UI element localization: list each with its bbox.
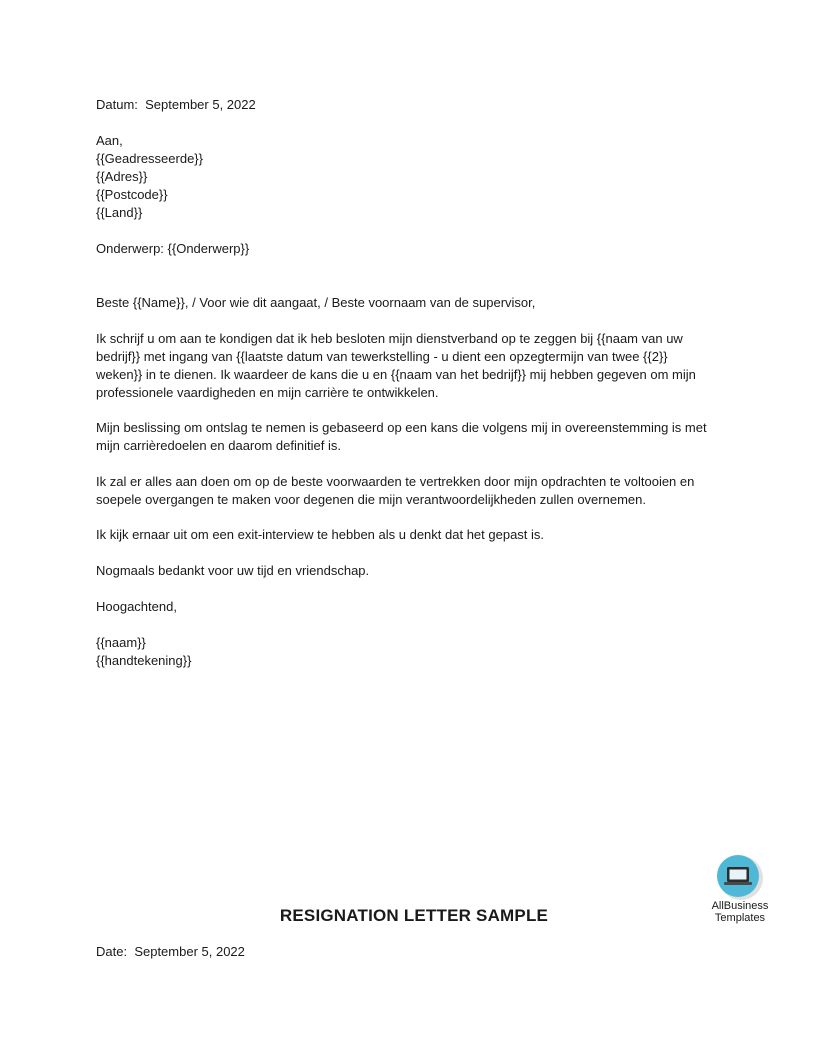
paragraph-line: soepele overgangen te maken voor degenen die mijn verantwoordelijkheden zullen overnemen. xyxy=(96,492,646,507)
paragraph-4: Ik kijk ernaar uit om een exit-interview te hebben als u denkt dat het gepast is. xyxy=(96,527,545,542)
paragraph-line: mijn carrièredoelen en daarom definitief is. xyxy=(96,438,341,453)
footer-date-line xyxy=(96,943,245,961)
logo-line-1: AllBusiness xyxy=(711,900,769,912)
footer-date-label: Date: xyxy=(96,944,128,959)
logo-line-2: Templates xyxy=(714,912,766,924)
footer-date-value: September 5, 2022 xyxy=(134,944,245,959)
document-title: RESIGNATION LETTER SAMPLE xyxy=(279,906,549,925)
address-line: {{Land}} xyxy=(96,205,143,220)
laptop-icon xyxy=(724,867,752,885)
address-line: {{Geadresseerde}} xyxy=(96,151,203,166)
name-placeholder: {{naam}} xyxy=(96,635,146,650)
paragraph-line: Mijn beslissing om ontslag te nemen is gebaseerd op een kans die volgens mij in overeenstemming is met xyxy=(96,420,707,435)
closing: Hoogachtend, xyxy=(96,599,177,614)
date-value: September 5, 2022 xyxy=(145,97,256,112)
paragraph-line: Ik zal er alles aan doen om op de beste voorwaarden te vertrekken door mijn opdrachten te voltooien en xyxy=(96,474,695,489)
subject-line: Onderwerp: {{Onderwerp}} xyxy=(96,241,250,256)
address-line: {{Postcode}} xyxy=(96,187,168,202)
salutation-to: Aan, xyxy=(96,133,123,148)
paragraph-line: Ik schrijf u om aan te kondigen dat ik heb besloten mijn dienstverband op te zeggen bij {{naam van uw xyxy=(96,331,683,346)
paragraph-3 xyxy=(96,473,736,509)
paragraph-line: professionele vaardigheden en mijn carrière te ontwikkelen. xyxy=(96,385,439,400)
paragraph-5: Nogmaals bedankt voor uw tijd en vriendschap. xyxy=(96,563,370,578)
paragraph-1 xyxy=(96,330,736,402)
address-line: {{Adres}} xyxy=(96,169,148,184)
paragraph-line: weken}} in te dienen. Ik waardeer de kans die u en {{naam van het bedrijf}} mij hebben gegeven om mijn xyxy=(96,367,696,382)
greeting: Beste {{Name}}, / Voor wie dit aangaat, / Beste voornaam van de supervisor, xyxy=(96,295,536,310)
logo-text xyxy=(700,900,780,924)
paragraph-2 xyxy=(96,419,736,455)
date-label: Datum: xyxy=(96,97,138,112)
signature-placeholder: {{handtekening}} xyxy=(96,653,192,668)
date-line xyxy=(96,96,256,114)
paragraph-line: bedrijf}} met ingang van {{laatste datum van tewerkstelling - u dient een opzegtermijn van twee {{2}} xyxy=(96,349,668,364)
